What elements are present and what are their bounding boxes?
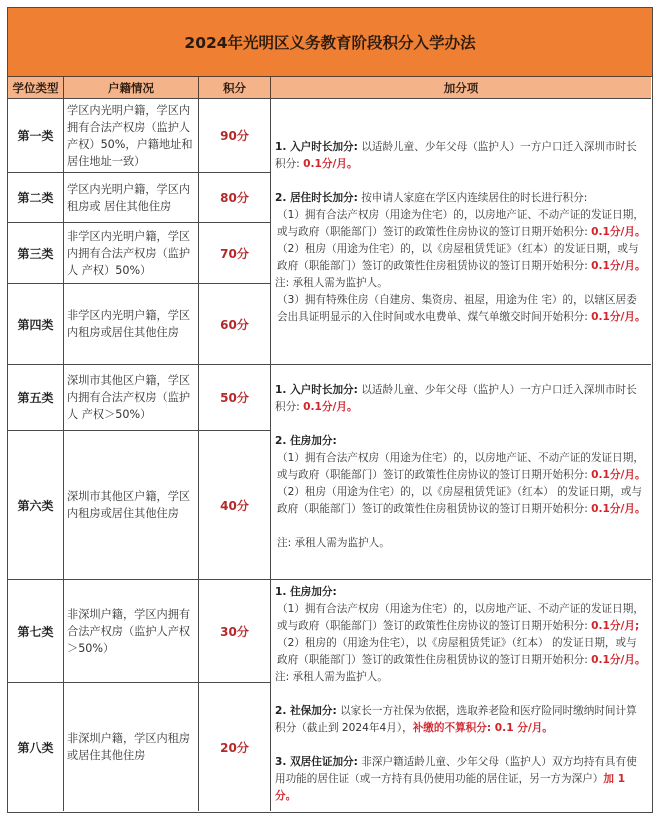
table-row-hukou: 学区内光明户籍，学区内拥有合法产权房（监护人产权）50%，户籍地址和居住地址一致） — [64, 99, 199, 173]
bonus-item: 2. 住房加分: — [275, 435, 337, 447]
table-row-hukou: 非深圳户籍，学区内租房或居住其他住房 — [64, 683, 199, 811]
table-row-score: 40分 — [199, 431, 271, 580]
header-type: 学位类型 — [8, 77, 64, 99]
bonus-section-2 — [271, 365, 651, 580]
bonus-subitem: （2）租房（用途为住宅）的，以《房屋租赁凭证》（红本） 的发证日期，或与政府（职能部门）签订的政策性住房租赁协议的签订日期开始积分: 0.1分/月。 — [277, 486, 646, 515]
table-row-score: 80分 — [199, 173, 271, 223]
bonus-item: 1. 入户时长加分: 以适龄儿童、少年父母（监护人）一方户口迁入深圳市时长积分: 0.1分/月。 — [275, 384, 637, 413]
bonus-item: 1. 住房加分: — [275, 586, 337, 598]
table-row-hukou: 非学区内光明户籍，学区内租房或居住其他住房 — [64, 284, 199, 365]
bonus-item: 2. 社保加分: 以家长一方社保为依据，选取养老险和医疗险同时缴纳时间计算积分（截止到 2024年4月），补缴的不算积分: 0.1 分/月。 — [275, 705, 637, 734]
bonus-subitem: （3）拥有特殊住房（自建房、集资房、祖屋，用途为住 宅）的，以辖区居委会出具证明显示的入住时间或水电费单、煤气单缴交时间开始积分: 0.1分/月。 — [277, 294, 646, 323]
table-row-hukou: 非深圳户籍，学区内拥有合法产权房（监护人产权＞50%） — [64, 580, 199, 683]
table-row-type: 第五类 — [8, 365, 64, 431]
admission-points-table — [7, 7, 653, 813]
table-row-score: 30分 — [199, 580, 271, 683]
table-row-hukou: 深圳市其他区户籍，学区内租房或居住其他住房 — [64, 431, 199, 580]
table-row-type: 第八类 — [8, 683, 64, 811]
bonus-item: 3. 双居住证加分: 非深户籍适龄儿童、少年父母（监护人）双方均持有具有使用功能的居住证（或一方持有具仍使用功能的居住证，另一方为深户）加 1 分。 — [275, 756, 637, 802]
table-row-type: 第四类 — [8, 284, 64, 365]
table-row-score: 70分 — [199, 223, 271, 284]
table-row-score: 90分 — [199, 99, 271, 173]
bonus-note: 注: 承租人需为监护人。 — [275, 671, 388, 683]
bonus-section-3 — [271, 580, 651, 811]
bonus-subitem: （1）拥有合法产权房（用途为住宅）的，以房地产证、不动产证的发证日期，或与政府（职能部门）签订的政策性住房协议的签订日期开始积分: 0.1分/月。 — [277, 452, 646, 481]
table-row-hukou: 深圳市其他区户籍，学区内拥有合法产权房（监护人 产权＞50%） — [64, 365, 199, 431]
table-row-score: 60分 — [199, 284, 271, 365]
table-row-type: 第一类 — [8, 99, 64, 173]
bonus-subitem: （1）拥有合法产权房（用途为住宅）的，以房地产证、不动产证的发证日期，或与政府（职能部门）签订的政策性住房协议的签订日期开始积分: 0.1分/月; — [277, 603, 644, 632]
bonus-note: 注: 承租人需为监护人。 — [277, 537, 390, 549]
bonus-subitem: （1）拥有合法产权房（用途为住宅）的，以房地产证、不动产证的发证日期，或与政府（职能部门）签订的政策性住房协议的签订日期开始积分: 0.1分/月。 — [277, 209, 646, 238]
table-title: 2024年光明区义务教育阶段积分入学办法 — [8, 8, 652, 77]
table-row-hukou: 非学区内光明户籍，学区内拥有合法产权房（监护人 产权）50%） — [64, 223, 199, 284]
bonus-subitem: （2）租房（用途为住宅）的，以《房屋租赁凭证》（红本）的发证日期，或与政府（职能部门）签订的政策性住房租赁协议的签订日期开始积分: 0.1分/月。 — [277, 243, 646, 272]
header-bonus: 加分项 — [271, 77, 651, 99]
table-row-score: 50分 — [199, 365, 271, 431]
bonus-section-1 — [271, 99, 651, 365]
table-row-hukou: 学区内光明户籍，学区内租房或 居住其他住房 — [64, 173, 199, 223]
bonus-item: 2. 居住时长加分: 按申请人家庭在学区内连续居住的时长进行积分: — [275, 192, 588, 204]
bonus-note: 注: 承租人需为监护人。 — [275, 277, 388, 289]
table-row-type: 第二类 — [8, 173, 64, 223]
table-row-score: 20分 — [199, 683, 271, 811]
bonus-subitem: （2）租房的（用途为住宅），以《房屋租赁凭证》（红本） 的发证日期，或与政府（职能部门）签订的政策性住房租赁协议的签订日期开始积分: 0.1分/月。 — [277, 637, 646, 666]
table-row-type: 第七类 — [8, 580, 64, 683]
bonus-item: 1. 入户时长加分: 以适龄儿童、少年父母（监护人）一方户口迁入深圳市时长积分: 0.1分/月。 — [275, 141, 637, 170]
header-hukou: 户籍情况 — [64, 77, 199, 99]
table-row-type: 第三类 — [8, 223, 64, 284]
table-row-type: 第六类 — [8, 431, 64, 580]
header-score: 积分 — [199, 77, 271, 99]
